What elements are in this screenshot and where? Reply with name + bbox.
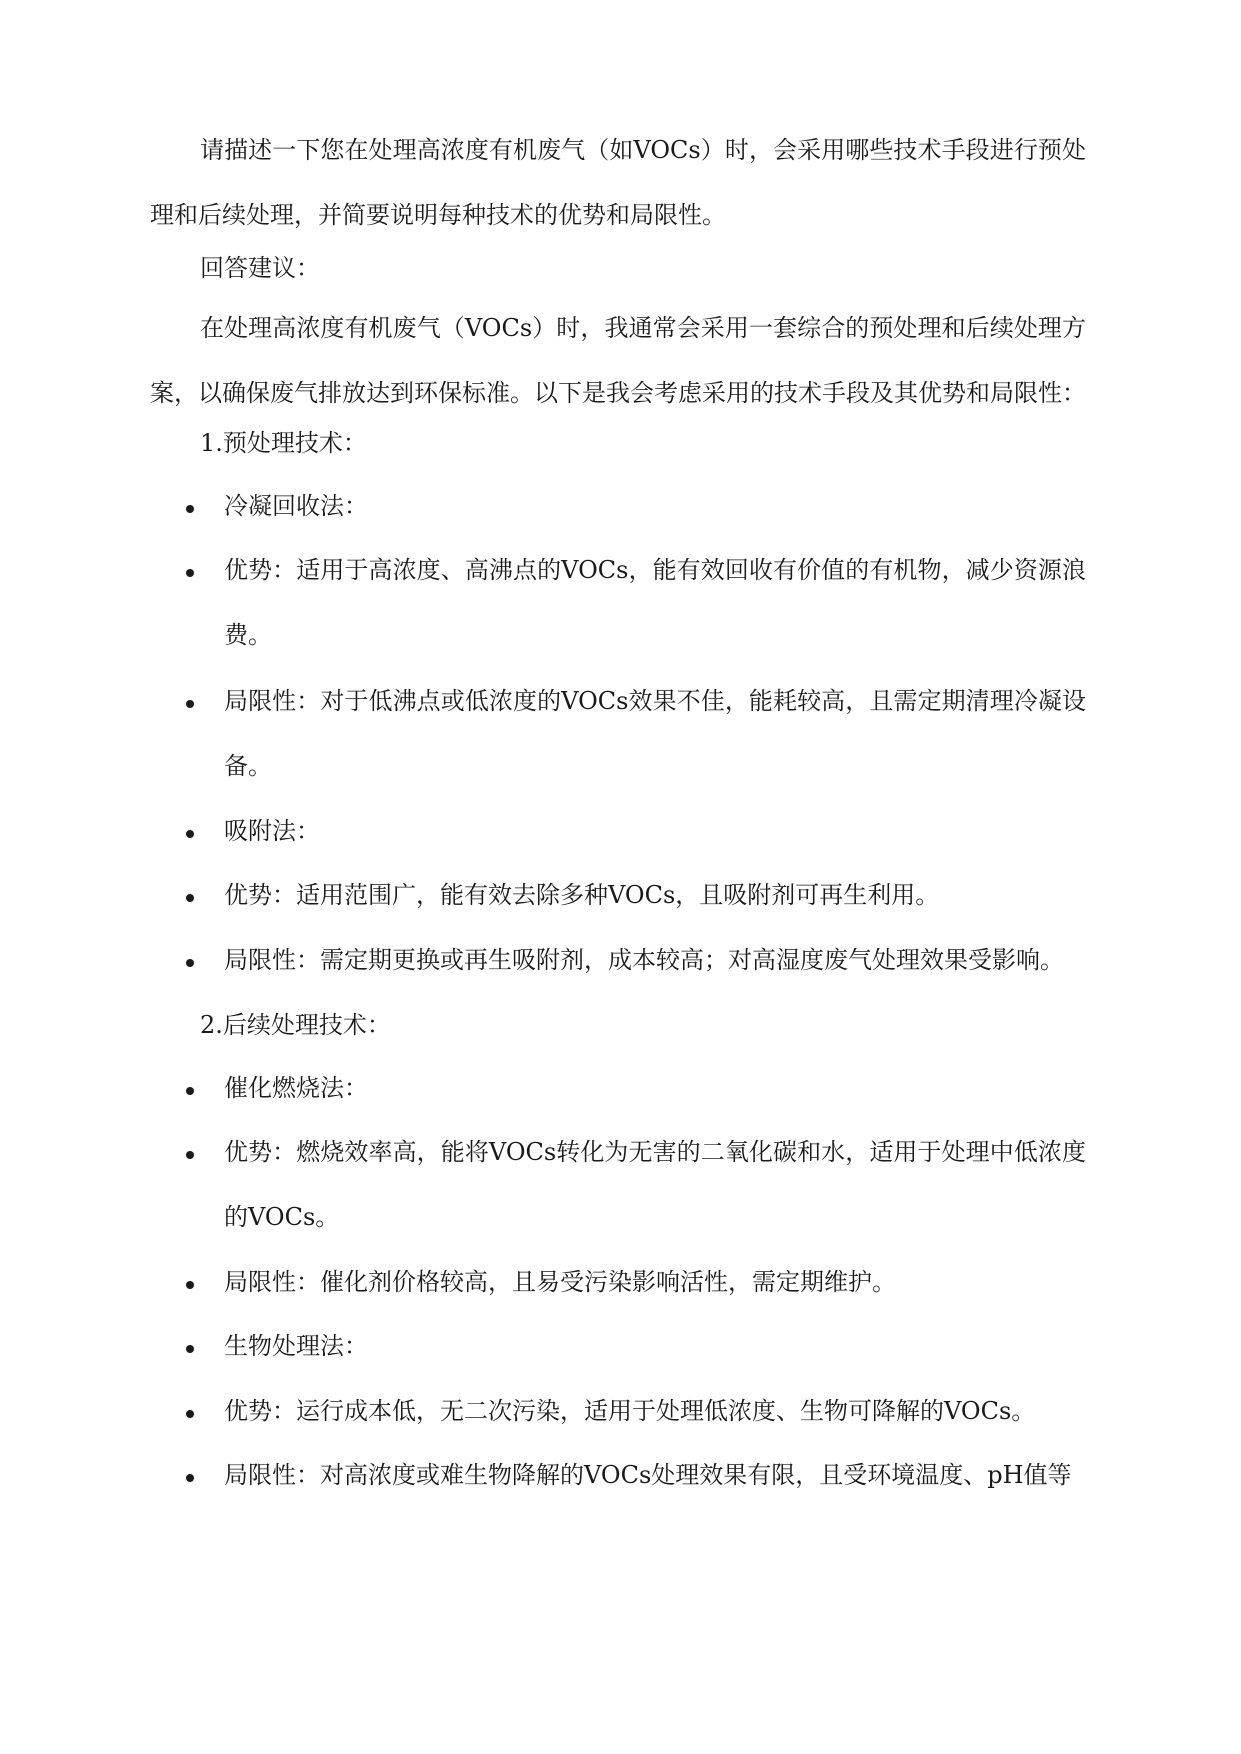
answer-label: 回答建议： <box>200 254 320 282</box>
list-item-text: 局限性：对于低沸点或低浓度的VOCs效果不佳，能耗较高，且需定期清理冷凝设备。 <box>224 687 1086 780</box>
list-item-text: 局限性：对高浓度或难生物降解的VOCs处理效果有限，且受环境温度、pH值等 <box>224 1461 1072 1489</box>
list-item-text: 优势：燃烧效率高，能将VOCs转化为无害的二氧化碳和水，适用于处理中低浓度的VOCs。 <box>224 1138 1086 1231</box>
bullet-icon <box>186 1151 194 1159</box>
bullet-icon <box>186 569 194 577</box>
bullet-icon <box>186 1345 194 1353</box>
list-item-text: 催化燃烧法： <box>224 1074 368 1102</box>
list-item-text: 冷凝回收法： <box>224 492 368 520</box>
bullet-icon <box>186 1410 194 1418</box>
bullet-icon <box>186 1281 194 1289</box>
list-item-text: 吸附法： <box>224 817 320 845</box>
list-item-text: 局限性：催化剂价格较高，且易受污染影响活性，需定期维护。 <box>224 1268 896 1296</box>
section-title-pretreatment: 1.预处理技术： <box>200 429 367 457</box>
bullet-icon <box>186 1474 194 1482</box>
question-paragraph: 请描述一下您在处理高浓度有机废气（如VOCs）时，会采用哪些技术手段进行预处理和后续处理，并简要说明每种技术的优势和局限性。 <box>150 136 1086 229</box>
intro-paragraph: 在处理高浓度有机废气（VOCs）时，我通常会采用一套综合的预处理和后续处理方案，以确保废气排放达到环保标准。以下是我会考虑采用的技术手段及其优势和局限性： <box>150 314 1086 407</box>
bullet-icon <box>186 959 194 967</box>
bullet-icon <box>186 830 194 838</box>
bullet-icon <box>186 1087 194 1095</box>
bullet-icon <box>186 700 194 708</box>
section-title-post-treatment: 2.后续处理技术： <box>200 1011 391 1039</box>
list-item-text: 生物处理法： <box>224 1332 368 1360</box>
list-item-text: 局限性：需定期更换或再生吸附剂，成本较高；对高湿度废气处理效果受影响。 <box>224 946 1064 974</box>
bullet-icon <box>186 505 194 513</box>
bullet-icon <box>186 894 194 902</box>
list-item-text: 优势：适用范围广，能有效去除多种VOCs，且吸附剂可再生利用。 <box>224 881 940 909</box>
list-item-text: 优势：适用于高浓度、高沸点的VOCs，能有效回收有价值的有机物，减少资源浪费。 <box>224 556 1086 649</box>
list-item-text: 优势：运行成本低，无二次污染，适用于处理低浓度、生物可降解的VOCs。 <box>224 1397 1036 1425</box>
